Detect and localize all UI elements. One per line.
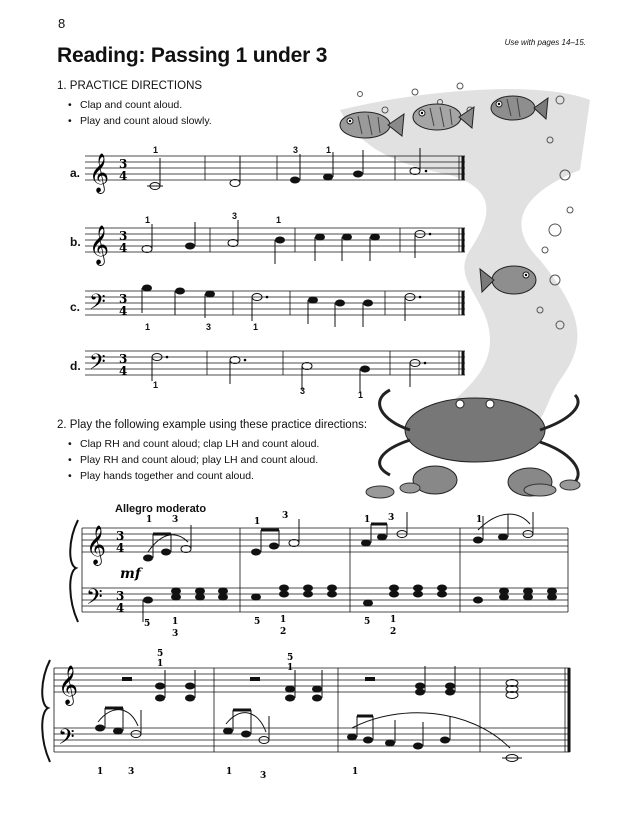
svg-text:1: 1 bbox=[352, 767, 359, 777]
section-1-heading: 1. PRACTICE DIRECTIONS bbox=[57, 80, 203, 92]
brace bbox=[42, 660, 50, 762]
svg-text:3: 3 bbox=[119, 157, 128, 171]
svg-text:1: 1 bbox=[364, 515, 371, 525]
fingering: 1 bbox=[358, 390, 364, 400]
svg-text:1: 1 bbox=[226, 767, 233, 777]
bullet-item: • Clap RH and count aloud; clap LH and count aloud. bbox=[68, 436, 319, 452]
svg-text:1: 1 bbox=[146, 515, 153, 525]
crab-icon bbox=[380, 390, 578, 496]
treble-clef-icon: 𝄞 bbox=[89, 153, 110, 193]
row-label-a: a. bbox=[70, 166, 81, 180]
fingering: 1 bbox=[145, 322, 151, 332]
bullet-item: • Play RH and count aloud; play LH and count aloud. bbox=[68, 452, 319, 468]
fingering: 1 bbox=[276, 215, 282, 225]
section-2-heading: 2. Play the following example using these practice directions: bbox=[57, 419, 368, 431]
fingering: 1 bbox=[326, 145, 332, 155]
row-label-b: b. bbox=[70, 235, 81, 249]
svg-text:1: 1 bbox=[280, 615, 287, 625]
dynamic-marking: mf bbox=[120, 566, 141, 582]
svg-text:4: 4 bbox=[116, 601, 125, 615]
fingering: 1 bbox=[145, 215, 151, 225]
svg-text:3: 3 bbox=[260, 771, 267, 781]
svg-text:4: 4 bbox=[119, 304, 128, 318]
svg-text:3: 3 bbox=[119, 229, 128, 243]
svg-text:2: 2 bbox=[390, 627, 397, 637]
svg-text:3: 3 bbox=[116, 529, 125, 543]
svg-text:3: 3 bbox=[119, 292, 128, 306]
treble-clef-icon: 𝄞 bbox=[86, 525, 107, 565]
half-rest-icon bbox=[365, 677, 375, 681]
bullet-item: • Play hands together and count aloud. bbox=[68, 468, 319, 484]
bass-clef-icon: 𝄢 bbox=[86, 585, 103, 615]
svg-text:3: 3 bbox=[388, 513, 395, 523]
grand-staff-2 bbox=[40, 648, 590, 783]
svg-text:3: 3 bbox=[282, 511, 289, 521]
svg-text:3: 3 bbox=[128, 767, 135, 777]
svg-text:1: 1 bbox=[390, 615, 397, 625]
svg-text:1: 1 bbox=[287, 663, 294, 673]
bass-clef-icon: 𝄢 bbox=[89, 290, 106, 320]
fingering: 3 bbox=[293, 145, 299, 155]
svg-text:4: 4 bbox=[119, 364, 128, 378]
svg-text:4: 4 bbox=[116, 541, 125, 555]
svg-text:1: 1 bbox=[172, 617, 179, 627]
svg-text:1: 1 bbox=[254, 517, 261, 527]
svg-text:4: 4 bbox=[119, 241, 128, 255]
svg-text:5: 5 bbox=[144, 619, 151, 629]
bullet-item: • Play and count aloud slowly. bbox=[68, 113, 212, 129]
row-label-d: d. bbox=[70, 359, 81, 373]
grand-staff-1 bbox=[68, 510, 578, 640]
section-1-bullets bbox=[68, 97, 212, 129]
fingering: 1 bbox=[153, 380, 159, 390]
svg-text:3: 3 bbox=[116, 589, 125, 603]
svg-text:1: 1 bbox=[157, 659, 164, 669]
use-with-note: Use with pages 14–15. bbox=[504, 38, 586, 47]
staff-c bbox=[85, 283, 475, 333]
fingering: 3 bbox=[206, 322, 212, 332]
bass-clef-icon: 𝄢 bbox=[89, 350, 106, 380]
svg-text:3: 3 bbox=[172, 629, 179, 639]
fingering: 1 bbox=[253, 322, 259, 332]
row-label-c: c. bbox=[70, 300, 81, 314]
bullet-item: • Clap and count aloud. bbox=[68, 97, 212, 113]
treble-clef-icon: 𝄞 bbox=[89, 225, 110, 265]
staff-d bbox=[85, 343, 475, 398]
fingering: 3 bbox=[300, 386, 306, 396]
half-rest-icon bbox=[122, 677, 132, 681]
svg-text:5: 5 bbox=[287, 653, 294, 663]
brace bbox=[70, 520, 78, 622]
svg-text:1: 1 bbox=[97, 767, 104, 777]
page-title: Reading: Passing 1 under 3 bbox=[57, 44, 328, 67]
section-2-bullets bbox=[68, 436, 319, 484]
staff-b bbox=[85, 220, 475, 270]
staff-a bbox=[85, 148, 475, 198]
svg-text:5: 5 bbox=[254, 617, 261, 627]
svg-text:1: 1 bbox=[476, 515, 483, 525]
fingering: 3 bbox=[232, 211, 238, 221]
svg-text:3: 3 bbox=[119, 352, 128, 366]
treble-clef-icon: 𝄞 bbox=[58, 665, 79, 705]
bass-clef-icon: 𝄢 bbox=[58, 725, 75, 755]
half-rest-icon bbox=[250, 677, 260, 681]
svg-text:5: 5 bbox=[364, 617, 371, 627]
svg-text:3: 3 bbox=[172, 515, 179, 525]
svg-text:4: 4 bbox=[119, 169, 128, 183]
svg-text:2: 2 bbox=[280, 627, 287, 637]
fingering: 1 bbox=[153, 145, 159, 155]
tempo-marking: Allegro moderato bbox=[115, 503, 207, 515]
svg-text:5: 5 bbox=[157, 649, 164, 659]
page-number: 8 bbox=[58, 16, 66, 31]
